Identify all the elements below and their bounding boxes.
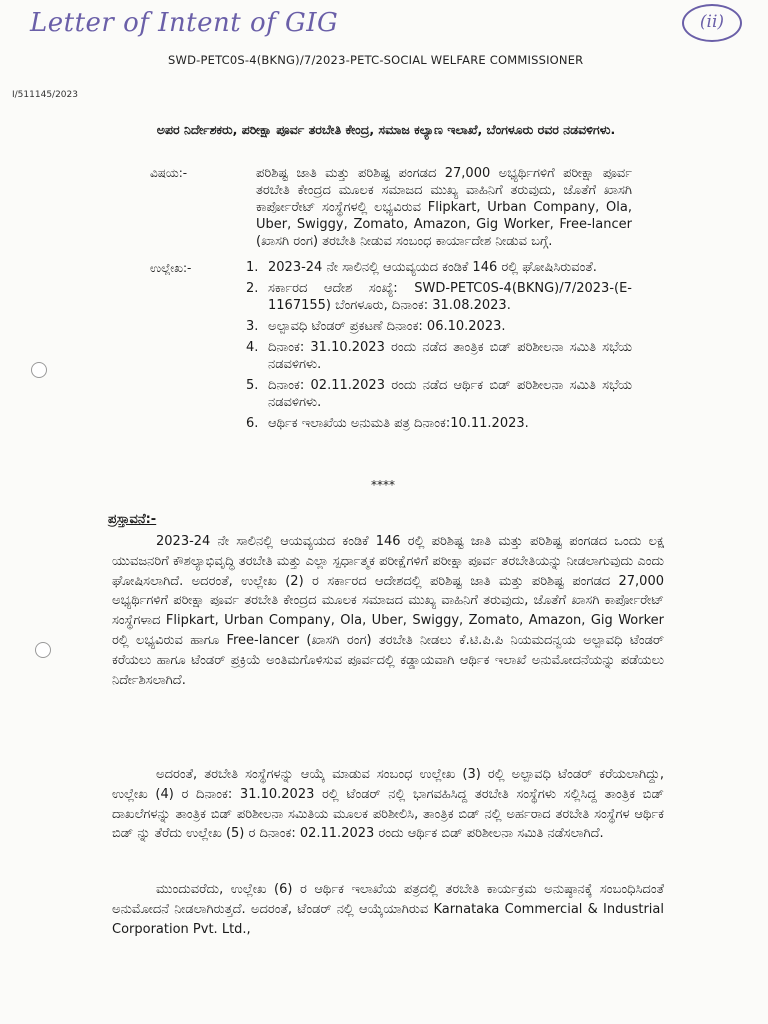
reference-text: ಆರ್ಥಿಕ ಇಲಾಖೆಯ ಅನುಮತಿ ಪತ್ರ ದಿನಾಂಕ:10.11.2023. bbox=[268, 416, 529, 431]
reference-number: 5. bbox=[246, 378, 259, 393]
reference-text: ದಿನಾಂಕ: 02.11.2023 ರಂದು ನಡೆದ ಆರ್ಥಿಕ ಬಿಡ್ ಪರಿಶೀಲನಾ ಸಮಿತಿ ಸಭೆಯ ನಡವಳಿಗಳು. bbox=[268, 378, 632, 410]
reference-number: 1. bbox=[246, 260, 259, 275]
reference-item bbox=[246, 280, 632, 314]
references-label: ಉಲ್ಲೇಖ:- bbox=[150, 261, 192, 275]
reference-text: ದಿನಾಂಕ: 31.10.2023 ರಂದು ನಡೆದ ತಾಂತ್ರಿಕ ಬಿಡ್ ಪರಿಶೀಲನಾ ಸಮಿತಿ ಸಭೆಯ ನಡವಳಿಗಳು. bbox=[268, 340, 632, 372]
reference-number: 6. bbox=[246, 416, 259, 431]
subject-label: ವಿಷಯ:- bbox=[150, 166, 188, 180]
reference-text: ಅಲ್ಪಾವಧಿ ಟೆಂಡರ್ ಪ್ರಕಟಣೆ ದಿನಾಂಕ: 06.10.2023. bbox=[268, 319, 506, 334]
punch-hole bbox=[31, 362, 47, 378]
reference-item bbox=[246, 318, 632, 335]
reference-list bbox=[246, 259, 632, 436]
page-number-mark: (ii) bbox=[682, 4, 742, 42]
reference-item bbox=[246, 339, 632, 373]
reference-text: 2023-24 ನೇ ಸಾಲಿನಲ್ಲಿ ಆಯವ್ಯಯದ ಕಂಡಿಕೆ 146 ರಲ್ಲಿ ಘೋಷಿಸಿರುವಂತೆ. bbox=[268, 260, 597, 275]
reference-item bbox=[246, 415, 632, 432]
body-paragraph: ಮುಂದುವರೆದು, ಉಲ್ಲೇಖ (6) ರ ಆರ್ಥಿಕ ಇಲಾಖೆಯ ಪತ್ರದಲ್ಲಿ ತರಬೇತಿ ಕಾರ್ಯಕ್ರಮ ಅನುಷ್ಠಾನಕ್ಕೆ ಸಂಬಂಧಿಸಿದಂತೆ ಅನುಮೋದನೆ ನೀಡಲಾಗಿರುತ್ತದೆ. ಅದರಂತೆ, ಟೆಂಡರ್ ನಲ್ಲಿ ಆಯ್ಕೆಯಾಗಿರುವ Karnataka Commercial & Industrial Corporation Pvt. Ltd., bbox=[112, 882, 664, 937]
reference-number: 2. bbox=[246, 281, 259, 296]
body-paragraph: ಅದರಂತೆ, ತರಬೇತಿ ಸಂಸ್ಥೆಗಳನ್ನು ಆಯ್ಕೆ ಮಾಡುವ ಸಂಬಂಧ ಉಲ್ಲೇಖ (3) ರಲ್ಲಿ ಅಲ್ಪಾವಧಿ ಟೆಂಡರ್ ಕರೆಯಲಾಗಿದ್ದು, ಉಲ್ಲೇಖ (4) ರ ದಿನಾಂಕ: 31.10.2023 ರಲ್ಲಿ ಟೆಂಡರ್ ನಲ್ಲಿ ಭಾಗವಹಿಸಿದ್ದ ತರಬೇತಿ ಸಂಸ್ಥೆಗಳು ಸಲ್ಲಿಸಿದ್ದ ತಾಂತ್ರಿಕ ಬಿಡ್ ದಾಖಲೆಗಳನ್ನು ತಾಂತ್ರಿಕ ಬಿಡ್ ಪರಿಶೀಲನಾ ಸಮಿತಿಯ ಮೂಲಕ ಪರಿಶೀಲಿಸಿ, ತಾಂತ್ರಿಕ ಬಿಡ್ ನಲ್ಲಿ ಅರ್ಹರಾದ ತರಬೇತಿ ಸಂಸ್ಥೆಗಳ ಆರ್ಥಿಕ ಬಿಡ್ ನ್ನು ತೆರೆದು ಉಲ್ಲೇಖ (5) ರ ದಿನಾಂಕ: 02.11.2023 ರಂದು ಆರ್ಥಿಕ ಬಿಡ್ ಪರಿಶೀಲನಾ ಸಮಿತಿ ನಡೆಸಲಾಗಿದೆ. bbox=[112, 767, 664, 842]
addressee-heading: ಅಪರ ನಿರ್ದೇಶಕರು, ಪರೀಕ್ಷಾ ಪೂರ್ವ ತರಬೇತಿ ಕೇಂದ್ರ, ಸಮಾಜ ಕಲ್ಯಾಣ ಇಲಾಖೆ, ಬೆಂಗಳೂರು ರವರ ನಡವಳಿಗಳು. bbox=[156, 122, 616, 137]
reference-text: ಸರ್ಕಾರದ ಆದೇಶ ಸಂಖ್ಯೆ: SWD-PETC0S-4(BKNG)/7/2023-(E-1167155) ಬೆಂಗಳೂರು, ದಿನಾಂಕ: 31.08.2023. bbox=[268, 281, 632, 313]
punch-hole bbox=[35, 642, 51, 658]
reference-item bbox=[246, 259, 632, 276]
preamble-heading: ಪ್ರಸ್ತಾವನೆ:- bbox=[108, 512, 157, 527]
reference-number: 4. bbox=[246, 340, 259, 355]
reference-header: SWD-PETC0S-4(BKNG)/7/2023-PETC-SOCIAL WELFARE COMMISSIONER bbox=[168, 53, 584, 67]
handwritten-annotation: Letter of Intent of GIG bbox=[30, 8, 339, 38]
subject-text: ಪರಿಶಿಷ್ಟ ಜಾತಿ ಮತ್ತು ಪರಿಶಿಷ್ಟ ಪಂಗಡದ 27,000 ಅಭ್ಯರ್ಥಿಗಳಿಗೆ ಪರೀಕ್ಷಾ ಪೂರ್ವ ತರಬೇತಿ ಕೇಂದ್ರದ ಮೂಲಕ ಸಮಾಜದ ಮುಖ್ಯ ವಾಹಿನಿಗೆ ತರುವುದು, ಜೊತೆಗೆ ಖಾಸಗಿ ಕಾರ್ಪೋರೇಟ್ ಸಂಸ್ಥೆಗಳಲ್ಲಿ ಲಭ್ಯವಿರುವ Flipkart, Urban Company, Ola, Uber, Swiggy, Zomato, Amazon, Gig Worker, Free-lancer (ಖಾಸಗಿ ರಂಗ) ತರಬೇತಿ ನೀಡುವ ಸಂಬಂಧ ಕಾರ್ಯಾದೇಶ ನೀಡುವ ಬಗ್ಗೆ. bbox=[256, 166, 632, 249]
file-number: I/511145/2023 bbox=[12, 90, 78, 100]
body-paragraph: 2023-24 ನೇ ಸಾಲಿನಲ್ಲಿ ಆಯವ್ಯಯದ ಕಂಡಿಕೆ 146 ರಲ್ಲಿ ಪರಿಶಿಷ್ಟ ಜಾತಿ ಮತ್ತು ಪರಿಶಿಷ್ಟ ಪಂಗಡದ ಒಂದು ಲಕ್ಷ ಯುವಜನರಿಗೆ ಕೌಶಲ್ಯಾಭಿವೃದ್ಧಿ ತರಬೇತಿ ಮತ್ತು ಎಲ್ಲಾ ಸ್ಪರ್ಧಾತ್ಮಕ ಪರೀಕ್ಷೆಗಳಿಗೆ ಪರೀಕ್ಷಾ ಪೂರ್ವ ತರಬೇತಿಯನ್ನು ನೀಡಲಾಗುವುದು ಎಂದು ಘೋಷಿಸಲಾಗಿದೆ. ಅದರಂತೆ, ಉಲ್ಲೇಖ (2) ರ ಸರ್ಕಾರದ ಆದೇಶದಲ್ಲಿ ಪರಿಶಿಷ್ಟ ಜಾತಿ ಮತ್ತು ಪರಿಶಿಷ್ಟ ಪಂಗಡದ 27,000 ಅಭ್ಯರ್ಥಿಗಳಿಗೆ ಪರೀಕ್ಷಾ ಪೂರ್ವ ತರಬೇತಿ ಕೇಂದ್ರದ ಮೂಲಕ ಸಮಾಜದ ಮುಖ್ಯ ವಾಹಿನಿಗೆ ತರುವುದು, ಜೊತೆಗೆ ಖಾಸಗಿ ಕಾರ್ಪೋರೇಟ್ ಸಂಸ್ಥೆಗಳಾದ Flipkart, Urban Company, Ola, Uber, Swiggy, Zomato, Amazon, Gig Worker ರಲ್ಲಿ ಲಭ್ಯವಿರುವ ಹಾಗೂ Free-lancer (ಖಾಸಗಿ ರಂಗ) ತರಬೇತಿ ನೀಡಲು ಕೆ.ಟಿ.ಪಿ.ಪಿ ನಿಯಮದನ್ವಯ ಅಲ್ಪಾವಧಿ ಟೆಂಡರ್ ಕರೆಯಲು ಹಾಗೂ ಟೆಂಡರ್ ಪ್ರಕ್ರಿಯೆ ಅಂತಿಮಗೊಳಿಸುವ ಪೂರ್ವದಲ್ಲಿ ಕಡ್ಡಾಯವಾಗಿ ಆರ್ಥಿಕ ಇಲಾಖೆ ಅನುಮೋದನೆಯನ್ನು ಪಡೆಯಲು ನಿರ್ದೇಶಿಸಲಾಗಿದೆ. bbox=[112, 534, 664, 688]
reference-item bbox=[246, 377, 632, 411]
reference-number: 3. bbox=[246, 319, 259, 334]
section-separator: **** bbox=[371, 478, 395, 492]
